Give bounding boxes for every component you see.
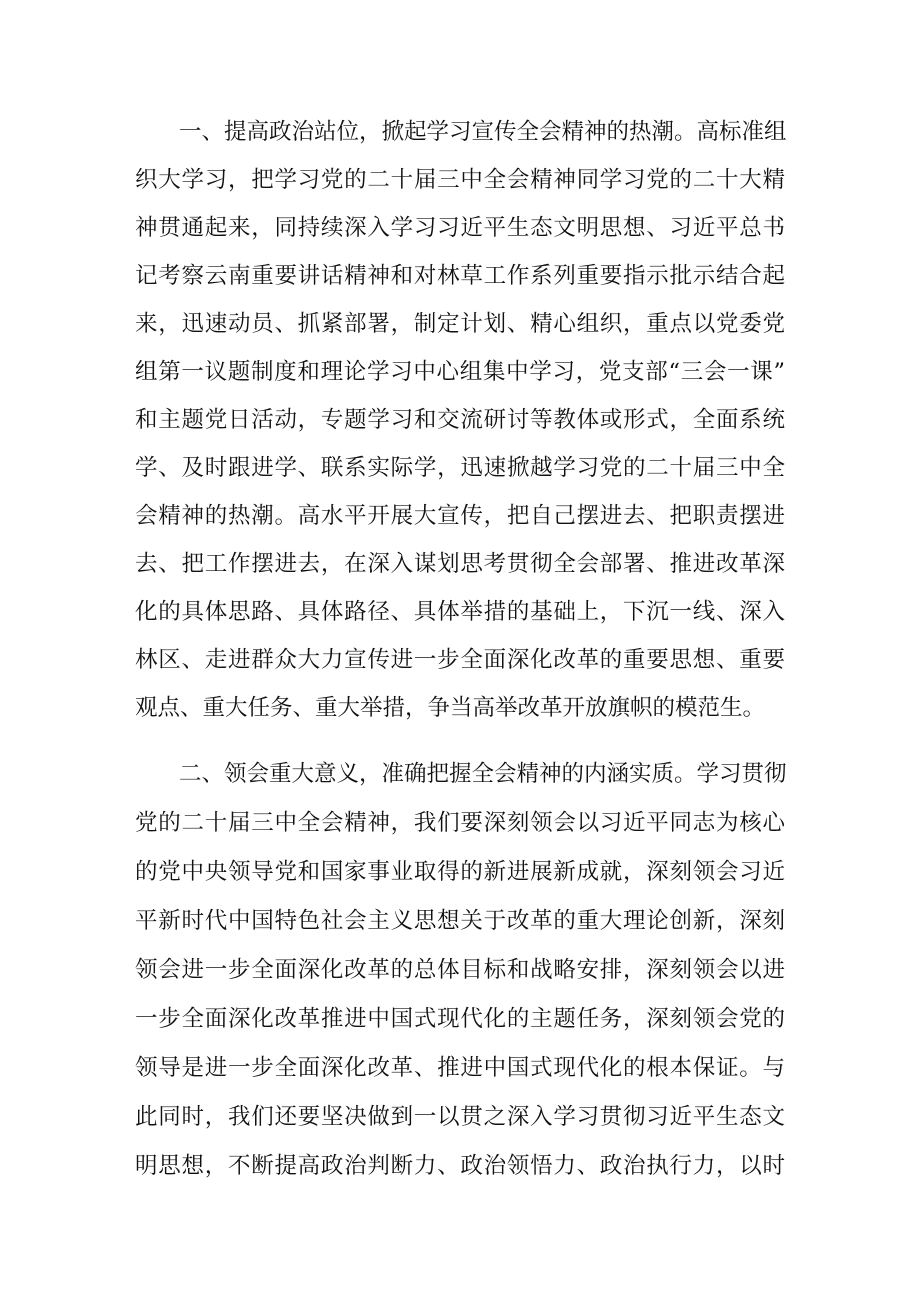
paragraph-line: 记考察云南重要讲话精神和对林草工作系列重要指示批示结合起 <box>135 263 785 289</box>
paragraph-line: 织大学习，把学习党的二十届三中全会精神同学习党的二十大精 <box>135 167 785 193</box>
paragraph-line: 此同时，我们还要坚决做到一以贯之深入学习贯彻习近平生态文 <box>135 1104 785 1130</box>
paragraph-line: 的党中央领导党和国家事业取得的新进展新成就，深刻领会习近 <box>135 859 785 885</box>
paragraph-line: 来，迅速动员、抓紧部署，制定计划、精心组织，重点以党委党 <box>135 311 785 337</box>
paragraph-line: 和主题党日活动，专题学习和交流研讨等教体或形式，全面系统 <box>135 407 785 433</box>
paragraph-line: 领会进一步全面深化改革的总体目标和战略安排，深刻领会以进 <box>135 957 785 983</box>
paragraph-line: 一、提高政治站位，掀起学习宣传全会精神的热潮。高标准组 <box>179 119 787 145</box>
paragraph-line: 一步全面深化改革推进中国式现代化的主题任务，深刻领会党的 <box>135 1006 785 1032</box>
paragraph-line: 学、及时跟进学、联系实际学，迅速掀越学习党的二十届三中全 <box>135 455 785 481</box>
paragraph-line: 明思想，不断提高政治判断力、政治领悟力、政治执行力，以时 <box>135 1153 785 1179</box>
paragraph-line: 神贯通起来，同持续深入学习习近平生态文明思想、习近平总书 <box>135 215 785 241</box>
paragraph-line: 观点、重大任务、重大举措，争当高举改革开放旗帜的模范生。 <box>135 695 766 721</box>
paragraph-line: 平新时代中国特色社会主义思想关于改革的重大理论创新，深刻 <box>135 908 785 934</box>
paragraph-line: 林区、走进群众大力宣传进一步全面深化改革的重要思想、重要 <box>135 647 785 673</box>
paragraph-line: 会精神的热潮。高水平开展大宣传，把自己摆进去、把职责摆进 <box>135 503 785 529</box>
paragraph-line: 组第一议题制度和理论学习中心组集中学习，党支部“三会一课” <box>135 359 785 385</box>
paragraph-line: 党的二十届三中全会精神，我们要深刻领会以习近平同志为核心 <box>135 810 785 836</box>
paragraph-line: 去、把工作摆进去，在深入谋划思考贯彻全会部署、推进改革深 <box>135 551 785 577</box>
paragraph-line: 领导是进一步全面深化改革、推进中国式现代化的根本保证。与 <box>135 1055 785 1081</box>
paragraph-line: 化的具体思路、具体路径、具体举措的基础上，下沉一线、深入 <box>135 599 785 625</box>
paragraph-line: 二、领会重大意义，准确把握全会精神的内涵实质。学习贯彻 <box>179 761 787 787</box>
